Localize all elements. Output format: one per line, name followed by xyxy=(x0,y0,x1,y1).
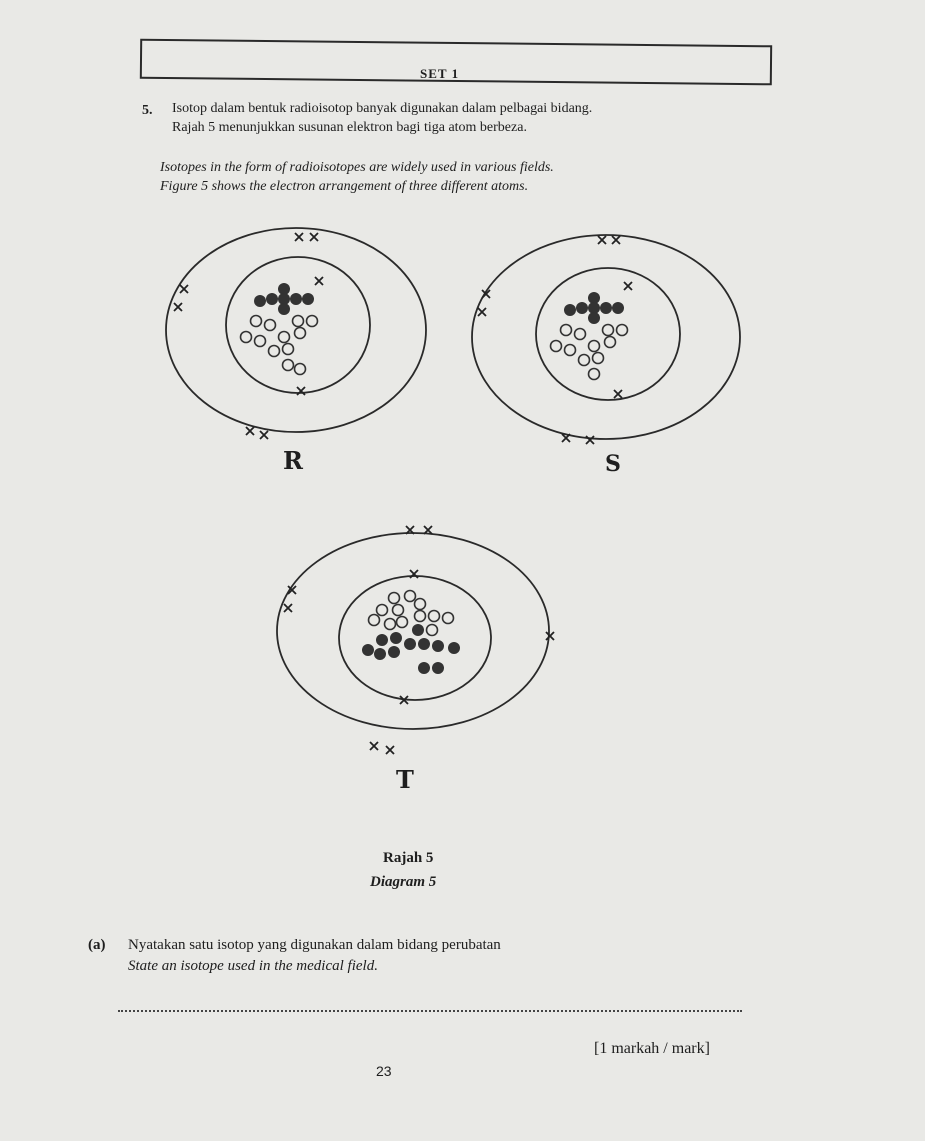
answer-line[interactable] xyxy=(118,1010,742,1012)
outer-shell xyxy=(472,235,740,439)
question-malay-line2: Rajah 5 menunjukkan susunan elektron bagi tiga atom berbeza. xyxy=(172,120,527,135)
atom-t-diagram xyxy=(270,518,560,768)
part-a-english: State an isotope used in the medical field. xyxy=(128,958,378,974)
part-a-malay: Nyatakan satu isotop yang digunakan dalam bidang perubatan xyxy=(128,937,501,953)
mark-allocation: [1 markah / mark] xyxy=(594,1040,710,1057)
electron-cross xyxy=(295,233,303,241)
question-english-line1: Isotopes in the form of radioisotopes are widely used in various fields. xyxy=(160,160,554,175)
atom-r-diagram xyxy=(160,225,440,465)
caption-english: Diagram 5 xyxy=(370,874,437,890)
question-malay-line1: Isotop dalam bentuk radioisotop banyak digunakan dalam pelbagai bidang. xyxy=(172,101,593,116)
atom-s-diagram xyxy=(470,230,750,470)
nucleus xyxy=(564,292,624,324)
atom-s-label: S xyxy=(605,451,621,477)
nucleus xyxy=(254,283,314,315)
caption-malay: Rajah 5 xyxy=(383,850,434,866)
nucleus xyxy=(362,624,460,674)
set-label: SET 1 xyxy=(420,66,460,81)
atom-t-label: T xyxy=(396,765,414,794)
page-number: 23 xyxy=(376,1063,392,1079)
part-a-number: (a) xyxy=(88,937,106,953)
inner-shell xyxy=(226,257,370,393)
question-number: 5. xyxy=(142,103,153,118)
question-english-line2: Figure 5 shows the electron arrangement of three different atoms. xyxy=(160,179,529,194)
atom-r-label: R xyxy=(283,446,303,475)
inner-shell xyxy=(536,268,680,400)
